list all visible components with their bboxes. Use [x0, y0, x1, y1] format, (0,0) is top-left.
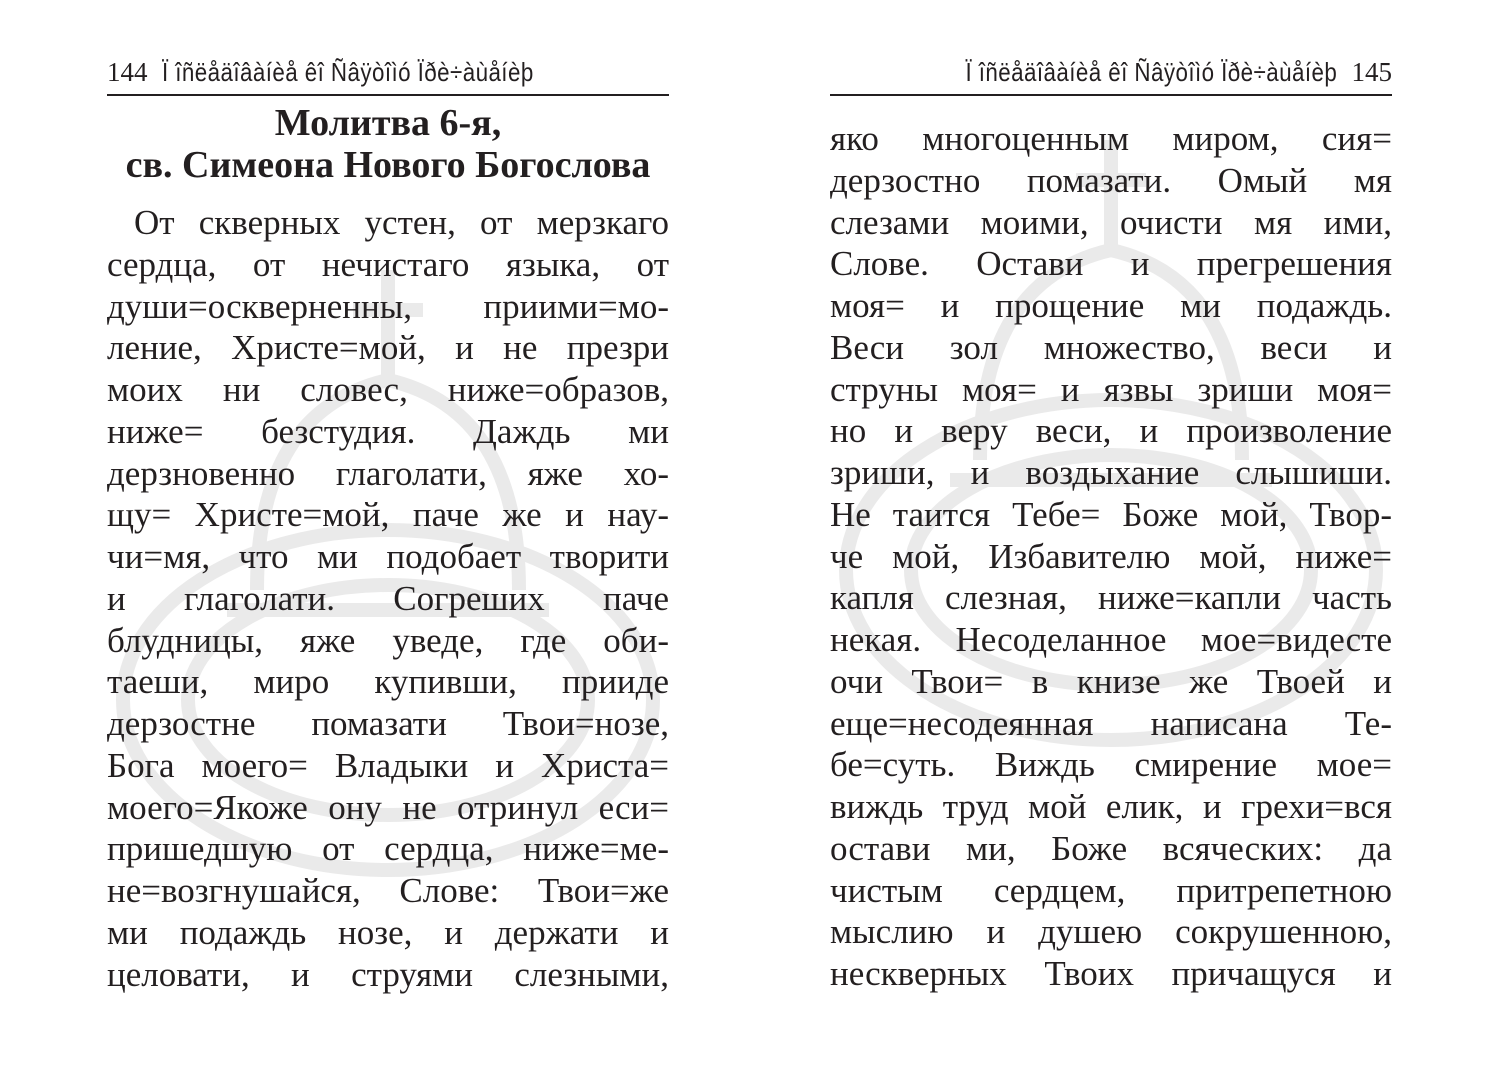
text-line: зриши, и воздыхание слышиши.: [830, 453, 1392, 492]
text-line: капля слезная, ниже=капли часть: [830, 578, 1392, 618]
text-line: не=возгнушайся, Слове: Твои=же: [107, 871, 669, 910]
text-line: От скверных устен, от мерзкаго: [134, 203, 669, 242]
text-line: пришедшую от сердца, ниже=ме-: [107, 829, 669, 869]
text-line: целовати, и струями слезными,: [107, 954, 669, 994]
prayer-text: [107, 202, 669, 995]
text-line: Бога моего= Владыки и Христа=: [107, 745, 669, 785]
text-line: виждь труд мой елик, и грехи=вся: [830, 787, 1392, 826]
text-line: сердца, от нечистаго языка, от: [107, 244, 669, 284]
text-line: струны моя= и язвы зриши моя=: [830, 369, 1392, 409]
text-line: моя= и прощение ми подаждь.: [830, 286, 1392, 325]
text-line: моего=Якоже ону не отринул еси=: [107, 787, 669, 827]
text-line: Не таится Тебе= Боже мой, Твор-: [830, 494, 1392, 534]
text-line: бе=суть. Виждь смирение мое=: [830, 745, 1392, 785]
text-line: моих ни словес, ниже=образов,: [107, 370, 669, 409]
running-head-text: Ï îñëåäîâàíèå êî Ñâÿòîìó Ïðè÷àùåíèþ: [965, 57, 1338, 87]
text-line: ление, Христе=мой, и не презри: [107, 328, 669, 368]
text-line: дерзновенно глаголати, яже хо-: [107, 453, 669, 493]
title-line: Молитва 6-я,: [274, 102, 502, 144]
text-line: дерзостно помазати. Омый мя: [830, 160, 1392, 200]
text-line: чи=мя, что ми подобает творити: [107, 537, 669, 576]
text-line: Слове. Остави и прегрешения: [830, 244, 1392, 284]
running-head-text: Ï îñëåäîâàíèå êî Ñâÿòîìó Ïðè÷àùåíèþ: [161, 57, 534, 87]
text-line: яко многоценным миром, сия=: [830, 119, 1392, 158]
text-line: очи Твои= в книзе же Твоей и: [830, 661, 1392, 701]
text-line: чистым сердцем, притрепетною: [830, 870, 1392, 910]
text-line: некая. Несоделанное мое=видесте: [830, 620, 1392, 659]
text-line: слезами моими, очисти мя ими,: [830, 202, 1392, 242]
prayer-text: [830, 118, 1392, 995]
text-line: ниже= безстудия. Даждь ми: [107, 411, 669, 451]
text-line: еще=несодеянная написана Те-: [830, 703, 1392, 743]
text-line: щу= Христе=мой, паче же и нау-: [107, 495, 669, 535]
text-line: остави ми, Боже всяческих: да: [830, 828, 1392, 868]
page-number: 145: [1351, 57, 1392, 87]
text-line: Веси зол множество, веси и: [830, 327, 1392, 367]
running-head: [107, 50, 669, 96]
prayer-title: [107, 102, 669, 186]
text-line: блудницы, яже уведе, где оби-: [107, 620, 669, 660]
text-line: мыслию и душею сокрушенною,: [830, 912, 1392, 952]
text-line: нескверных Твоих причащуся и: [830, 954, 1392, 993]
running-head: [830, 50, 1392, 96]
title-line: св. Симеона Нового Богослова: [125, 144, 651, 186]
text-line: ми подаждь нозе, и держати и: [107, 912, 669, 952]
page-number: 144: [107, 57, 148, 87]
text-line: че мой, Избавителю мой, ниже=: [830, 536, 1392, 576]
text-line: души=оскверненны, приими=мо-: [107, 286, 669, 326]
left-page: [107, 0, 669, 1071]
text-line: дерзостне помазати Твои=нозе,: [107, 704, 669, 743]
text-line: и глаголати. Согреших паче: [107, 578, 669, 618]
right-page: [830, 0, 1392, 1071]
text-line: таеши, миро купивши, прииде: [107, 662, 669, 702]
text-line: но и веру веси, и произволение: [830, 411, 1392, 451]
